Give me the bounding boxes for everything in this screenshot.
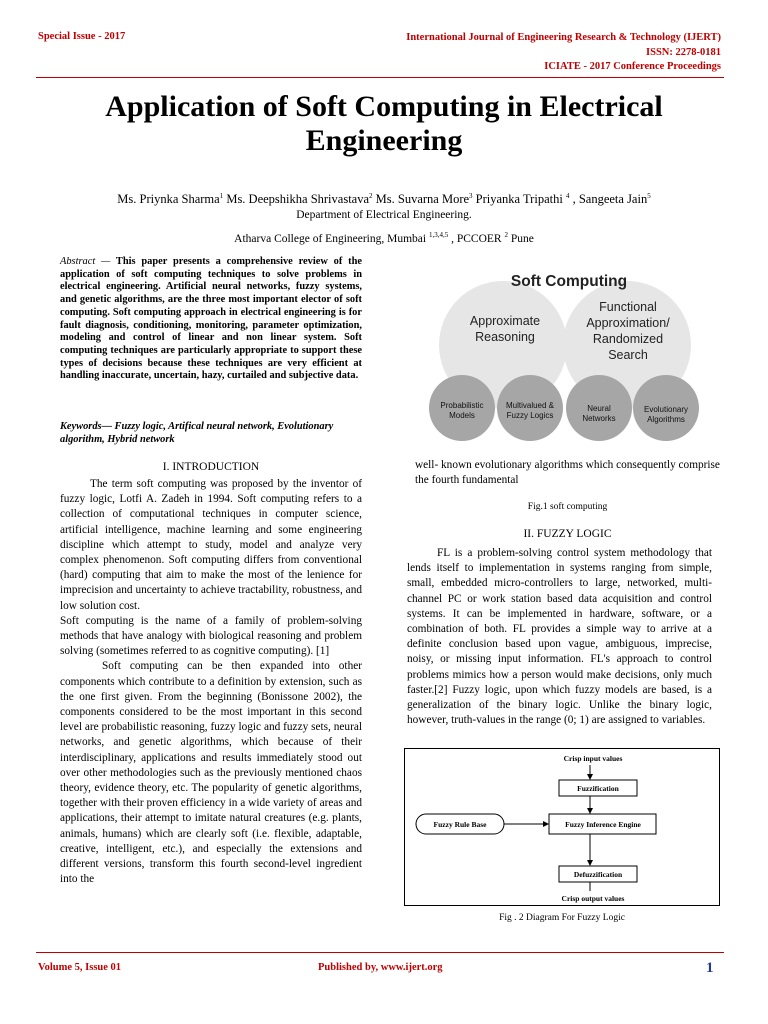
college-sup-1: 1,3,4,5 [428,231,449,239]
fig1-small-1-line-1: Probabilistic [440,401,484,410]
author-5: , Sangeeta Jain [569,192,648,207]
fig1-left-line-2: Reasoning [475,330,535,344]
fig1-small-3-line-1: Neural [587,404,611,413]
section-heading-fuzzy-logic: II. FUZZY LOGIC [523,528,612,540]
fig1-small-1-line-2: Models [449,411,475,420]
fig1-small-2-line-2: Fuzzy Logics [506,411,554,420]
fig1-small-3-line-2: Networks [582,414,616,423]
header-journal: International Journal of Engineering Research & Technology (IJERT) [406,32,721,43]
abstract-lead: Abstract — [60,256,111,267]
fuzzy-logic-body [407,546,712,728]
author-5-sup: 5 [647,192,651,200]
fig1-left-line-1: Approximate [469,314,541,328]
introduction-body [60,477,362,887]
author-line [40,192,728,207]
paper-title: Application of Soft Computing in Electrical Engineering [105,90,663,157]
keywords: Keywords— Fuzzy logic, Artifical neural network, Evolutionary algorithm, Hybrid network [60,421,334,445]
header-issue: Special Issue - 2017 [38,31,126,42]
fig2-output-label: Crisp output values [561,894,625,903]
fig1-continuation-text: well- known evolutionary algorithms which consequently comprise the fourth fundamental [415,459,720,487]
department: Department of Electrical Engineering. [296,209,472,221]
fig1-small-2-line-1: Multivalued & [505,401,555,410]
author-1-sup: 1 [219,192,224,200]
page-number: 1 [706,960,714,976]
college-sup-2: 2 [504,231,508,239]
author-1: Ms. Priynka Sharma [117,192,220,207]
figure-fuzzy-logic-diagram [404,748,720,906]
intro-paragraph-3: Soft computing can be then expanded into other components which contribute to a definition by extension, such as the one first given. From the beginning (Bonissone 2002), the components considered to be the most important in this second level are probabilistic reasoning, fuzzy logic and fuzzy sets, neural networks, and genetic algorithms, which because of their interdisciplinary, applications and results immediately stood out over other methodologies such as the previously mentioned chaos theory, evidence theory, etc. The popularity of genetic algorithms, together with their proven efficiency in a wide variety of areas and applications, their attempt to imitate natural creatures (e.g. plants, animals, humans) which are clearly soft (i.e. flexible, adaptable, creative, intelligent, etc.), and especially the extensions and different versions, transform this fourth second-level ingredient into the [60,660,362,886]
author-2-sup: 2 [369,192,373,200]
footer-rule [36,952,724,953]
fuzzy-paragraph-1: FL is a problem-solving control system methodology that lends itself to implementation in systems ranging from simple, small, embedded micro-controllers to large, networked, multi- channel PC or work station based data acquisition and control systems. It can be implemented in hardware, software, or a combination of both. FL provides a simple way to arrive at a definite conclusion based upon vague, ambiguous, imprecise, noisy, or missing input information. FL's approach to control problems mimics how a person would make decisions, only much faster.[2] Fuzzy logic, upon which fuzzy models are based, is a generalization of the binary logic. Unlike the binary logic, however, truth-values in the range (0; 1) are assigned to variables. [407,547,712,727]
header-rule [36,77,724,78]
fig1-small-4-line-1: Evolutionary [643,405,689,414]
fig2-defuzzification-label: Defuzzification [573,870,623,879]
fig2-fuzzification-label: Fuzzification [577,784,619,793]
fig1-right-line-3: Randomized [592,332,664,346]
author-3: Ms. Suvarna More [372,192,470,207]
college-3: Pune [507,232,534,245]
fig1-right-line-4: Search [608,348,648,362]
author-4: Priyanka Tripathi [472,192,566,207]
author-3-sup: 3 [469,192,473,200]
header-journal-block [406,31,721,75]
fig1-caption: Fig.1 soft computing [527,502,608,512]
header-issn: ISSN: 2278-0181 [646,46,721,58]
fig1-title: Soft Computing [510,273,628,290]
fig2-inference-label: Fuzzy Inference Engine [565,820,641,829]
intro-paragraph-2: Soft computing is the name of a family of problem-solving methods that have analogy with biological reasoning and problem solving (sometimes referred to as cognitive computing). [1] [60,614,362,658]
college-2: , PCCOER [448,232,505,245]
fig2-rule-base-label: Fuzzy Rule Base [433,820,487,829]
author-4-sup: 4 [565,192,570,200]
abstract-text: This paper presents a comprehensive review of the application of soft computing techniques to solve problems in electrical engineering. Artificial neural networks, fuzzy systems, and genetic algorithms, are the three most important elector of soft computing. Soft computing approach in electrical engineering is for fault diagnosis, conditioning, monitoring, parameter optimization, modeling and control of linear and non linear system. Soft computing techniques are particularly appropriate to support these types of decisions because these techniques are very efficient at handling inaccurate, uncertain, hazy, curtailed and subjective data. [60,256,362,382]
college-1: Atharva College of Engineering, Mumbai [234,232,429,245]
figure-soft-computing [415,255,715,450]
author-2: Ms. Deepshikha Shrivastava [223,192,370,207]
fig2-input-label: Crisp input values [563,754,623,763]
college-line [40,231,728,245]
fig1-small-4-line-2: Algorithms [647,415,685,424]
header-conference: ICIATE - 2017 Conference Proceedings [544,61,721,72]
intro-paragraph-1: The term soft computing was proposed by the inventor of fuzzy logic, Lotfi A. Zadeh in 1994. Soft computing refers to a collection of computational techniques in computer science, artificial intelligence, machine learning and some engineering discipline which attempt to study, model and analyze very complex phenomenon. Soft computing differs from conventional (hard) computing that aim to make the most of the lenience for imprecision and uncertainty to achieve tractability, robustness, and low solution cost. [60,478,362,612]
fig1-right-line-2: Approximation/ [586,316,670,330]
abstract [60,256,362,383]
section-heading-introduction: I. INTRODUCTION [162,461,260,473]
fig2-caption: Fig . 2 Diagram For Fuzzy Logic [499,913,625,923]
fig1-right-line-1: Functional [599,300,657,314]
footer-volume: Volume 5, Issue 01 [38,962,122,973]
footer-published: Published by, www.ijert.org [318,962,443,973]
